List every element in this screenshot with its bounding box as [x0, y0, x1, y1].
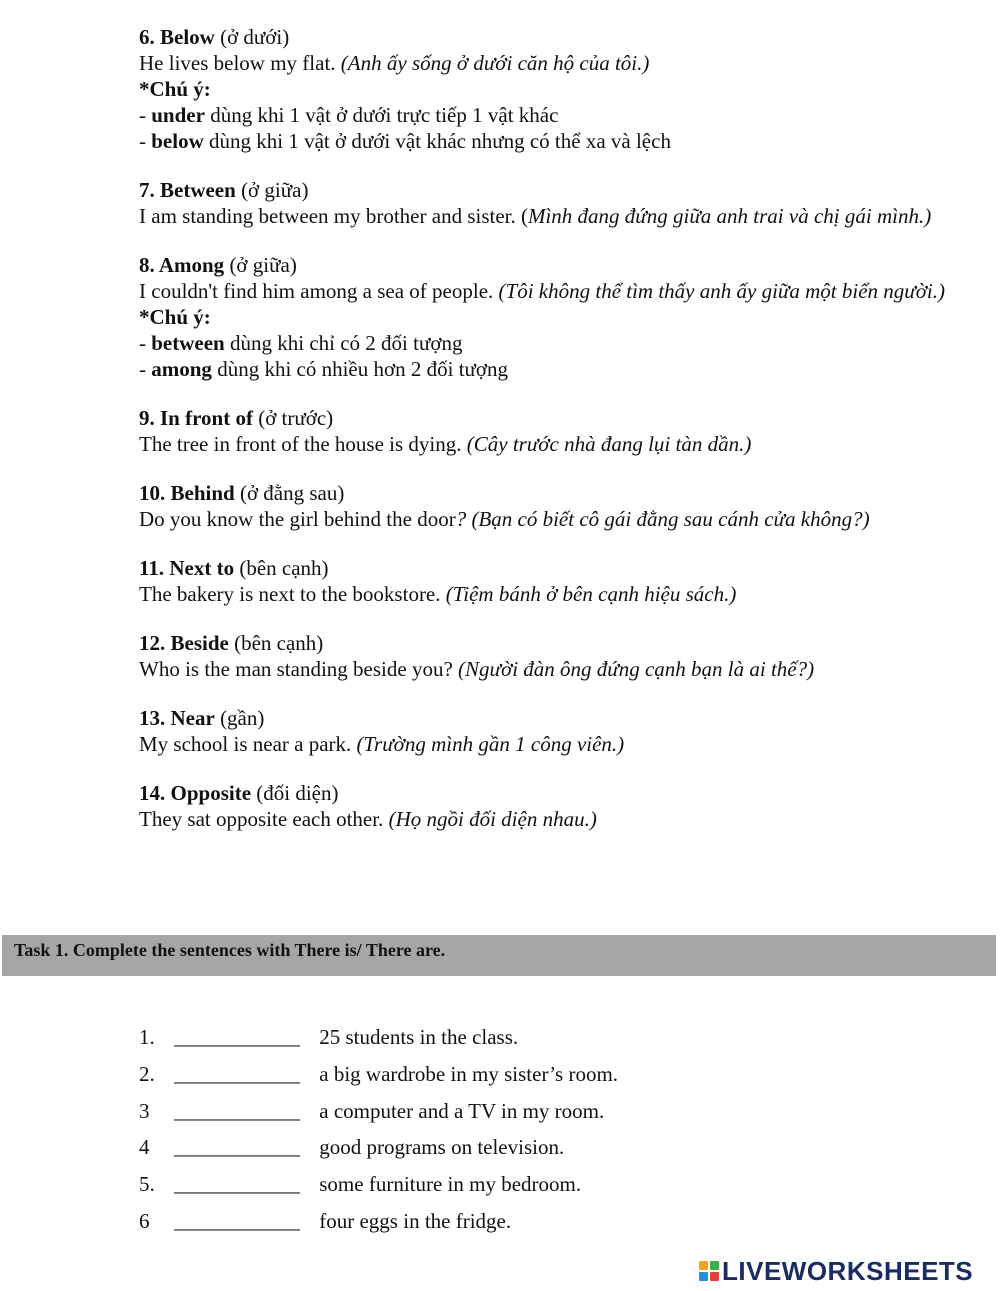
example-translation: (Tôi không thể tìm thấy anh ấy giữa một biển người.)	[498, 279, 946, 303]
note-prefix: -	[139, 103, 152, 127]
preposition-term: 11. Next to	[139, 556, 235, 580]
section-heading-line	[139, 252, 959, 278]
section-heading-line	[139, 630, 959, 656]
note-item	[139, 356, 959, 382]
section-heading-line	[139, 555, 959, 581]
example-translation: (Họ ngồi đối diện nhau.)	[388, 807, 597, 831]
example-line	[139, 506, 959, 532]
exercise-text: a computer and a TV in my room.	[314, 1098, 605, 1123]
preposition-meaning: (ở giữa)	[224, 253, 297, 277]
note-title: *Chú ý:	[139, 77, 211, 101]
preposition-meaning: (ở giữa)	[235, 178, 309, 202]
exercise-item	[139, 1062, 939, 1099]
preposition-term: 9. In front of	[139, 406, 253, 430]
example-translation: ? (Bạn có biết cô gái đằng sau cánh cửa không?)	[455, 507, 870, 531]
note-prefix: -	[139, 129, 152, 153]
note-text: dùng khi có nhiều hơn 2 đối tượng	[211, 357, 509, 381]
exercise-number: 2.	[139, 1061, 155, 1086]
preposition-meaning: (ở dưới)	[214, 25, 290, 49]
preposition-term: 8. Among	[139, 253, 225, 277]
note-text: dùng khi 1 vật ở dưới trực tiếp 1 vật khác	[204, 103, 559, 127]
note-prefix: -	[139, 357, 152, 381]
example-sentence: They sat opposite each other.	[139, 807, 389, 831]
note-text: dùng khi chỉ có 2 đối tượng	[224, 331, 463, 355]
note-word: between	[151, 331, 225, 355]
preposition-section	[139, 177, 959, 229]
note-word: below	[151, 129, 204, 153]
exercise-item	[139, 1209, 939, 1246]
note-item	[139, 128, 959, 154]
grammar-notes	[139, 24, 959, 855]
example-sentence: My school is near a park.	[139, 732, 357, 756]
note-text: dùng khi 1 vật ở dưới vật khác nhưng có thể xa và lệch	[203, 129, 671, 153]
preposition-section	[139, 630, 959, 682]
example-line	[139, 806, 959, 832]
preposition-section	[139, 705, 959, 757]
example-translation: (Trường mình gần 1 công viên.)	[356, 732, 625, 756]
answer-blank[interactable]: ____________	[174, 1098, 300, 1123]
answer-blank[interactable]: ____________	[174, 1135, 300, 1160]
answer-blank[interactable]: ____________	[174, 1061, 300, 1086]
note-prefix: -	[139, 331, 152, 355]
section-heading-line	[139, 405, 959, 431]
example-sentence: Who is the man standing beside you?	[139, 657, 459, 681]
preposition-section	[139, 405, 959, 457]
preposition-meaning: (gần)	[214, 706, 265, 730]
exercise-text: a big wardrobe in my sister’s room.	[314, 1061, 619, 1086]
section-heading-line	[139, 480, 959, 506]
exercise-text: good programs on television.	[314, 1135, 565, 1160]
section-heading-line	[139, 177, 959, 203]
note-word: among	[151, 357, 212, 381]
answer-blank[interactable]: ____________	[174, 1025, 300, 1049]
example-sentence: The tree in front of the house is dying.	[139, 432, 467, 456]
example-translation: Mình đang đứng giữa anh trai và chị gái mình.)	[527, 204, 932, 228]
example-translation: (Người đàn ông đứng cạnh bạn là ai thế?)	[458, 657, 815, 681]
preposition-section	[139, 555, 959, 607]
preposition-term: 12. Beside	[139, 631, 229, 655]
exercise-item	[139, 1025, 939, 1062]
preposition-term: 6. Below	[139, 25, 215, 49]
exercise-text: some furniture in my bedroom.	[314, 1172, 582, 1197]
example-sentence: I couldn't find him among a sea of people.	[139, 279, 499, 303]
note-item	[139, 330, 959, 356]
example-line	[139, 278, 959, 304]
section-heading-line	[139, 24, 959, 50]
exercise-text: four eggs in the fridge.	[314, 1208, 512, 1233]
exercise-number: 3	[139, 1098, 150, 1123]
preposition-meaning: (ở trước)	[252, 406, 334, 430]
example-line	[139, 656, 959, 682]
preposition-term: 13. Near	[139, 706, 215, 730]
task-title: Task 1. Complete the sentences with There is/ There are.	[14, 940, 446, 960]
liveworksheets-logo-icon	[699, 1261, 719, 1281]
liveworksheets-logo[interactable]	[699, 1256, 973, 1286]
example-line	[139, 50, 959, 76]
exercise-number: 1.	[139, 1025, 155, 1049]
example-line	[139, 731, 959, 757]
example-line	[139, 203, 959, 229]
exercise-text: 25 students in the class.	[314, 1025, 519, 1049]
preposition-term: 7. Between	[139, 178, 236, 202]
example-line	[139, 431, 959, 457]
preposition-section	[139, 24, 959, 154]
preposition-term: 14. Opposite	[139, 781, 252, 805]
preposition-term: 10. Behind	[139, 481, 235, 505]
note-item	[139, 102, 959, 128]
example-line	[139, 581, 959, 607]
preposition-section	[139, 780, 959, 832]
example-sentence: Do you know the girl behind the door	[139, 507, 456, 531]
exercise-item	[139, 1172, 939, 1209]
answer-blank[interactable]: ____________	[174, 1208, 300, 1233]
logo-text: LIVEWORKSHEETS	[722, 1255, 974, 1286]
preposition-meaning: (ở đằng sau)	[234, 481, 345, 505]
preposition-section	[139, 480, 959, 532]
exercise-item	[139, 1135, 939, 1172]
section-heading-line	[139, 780, 959, 806]
example-sentence: He lives below my flat.	[139, 51, 341, 75]
preposition-meaning: (bên cạnh)	[234, 556, 329, 580]
example-translation: (Anh ấy sống ở dưới căn hộ của tôi.)	[340, 51, 650, 75]
preposition-section	[139, 252, 959, 382]
section-heading-line	[139, 705, 959, 731]
note-word: under	[151, 103, 205, 127]
task-banner	[2, 935, 996, 976]
example-sentence: I am standing between my brother and sister. (	[139, 204, 528, 228]
exercise-number: 5.	[139, 1172, 155, 1197]
exercise-number: 4	[139, 1135, 150, 1160]
example-sentence: The bakery is next to the bookstore.	[139, 582, 446, 606]
preposition-meaning: (đối diện)	[251, 781, 339, 805]
note-title: *Chú ý:	[139, 305, 211, 329]
exercise-list	[139, 1025, 939, 1246]
exercise-number: 6	[139, 1208, 150, 1233]
preposition-meaning: (bên cạnh)	[228, 631, 324, 655]
exercise-item	[139, 1099, 939, 1136]
example-translation: (Cây trước nhà đang lụi tàn dần.)	[466, 432, 752, 456]
example-translation: (Tiệm bánh ở bên cạnh hiệu sách.)	[445, 582, 737, 606]
answer-blank[interactable]: ____________	[174, 1172, 300, 1197]
